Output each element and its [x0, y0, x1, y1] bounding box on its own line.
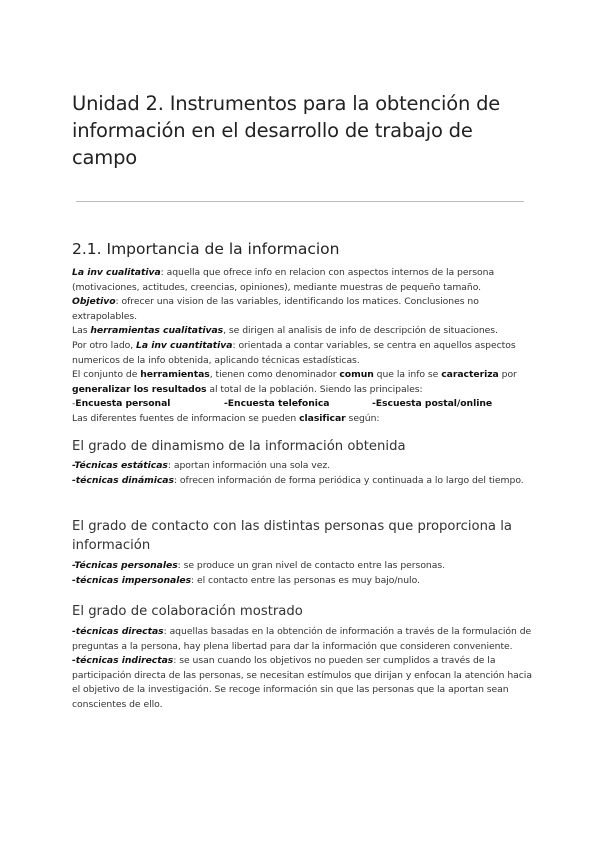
intro-text [72, 266, 532, 427]
paragraph-clasificar [72, 412, 532, 427]
dash: - [72, 398, 76, 410]
text: que la info se [373, 369, 442, 381]
paragraph-objetivo [72, 295, 532, 324]
list-item [72, 574, 532, 589]
list-item [72, 459, 532, 474]
text: Las diferentes fuentes de informacion se pueden [72, 412, 300, 424]
tool-label: -Encuesta telefonica [224, 398, 330, 410]
paragraph-herramientas-cualitativas [72, 324, 532, 339]
list-item [72, 559, 532, 574]
group-dinamismo [72, 459, 532, 488]
text: , se dirigen al analisis de info de descripción de situaciones. [223, 325, 498, 337]
term: -Técnicas estáticas [72, 460, 168, 471]
text: : orientada a contar variables, se centra en aquellos aspectos numericos de la info obtenida, aplicando técnicas estadísticas. [72, 339, 516, 366]
term: -técnicas impersonales [72, 574, 192, 586]
term: -técnicas directas [72, 626, 164, 637]
group-contacto [72, 559, 532, 588]
text: Las [72, 325, 91, 337]
text: : aquellas basadas en la obtención de información a través de la formulación de preguntas a la persona, hay plena libertad para dar la información que consideren conveniente. [72, 626, 532, 652]
text: : ofrecer una vision de las variables, identificando los matices. Conclusiones no extrapolables. [72, 296, 479, 322]
page-title: Unidad 2. Instrumentos para la obtención de información en el desarrollo de trabajo de campo [72, 92, 501, 169]
text: al total de la población. Siendo las principales: [206, 383, 423, 395]
list-item [72, 625, 532, 654]
term-comun: comun [339, 369, 374, 381]
paragraph-conjunto-herramientas [72, 368, 532, 397]
group-colaboracion [72, 625, 532, 713]
text: : se produce un gran nivel de contacto entre las personas. [177, 560, 446, 571]
tool-label: -Escuesta postal/online [372, 398, 493, 410]
term-inv-cuantitativa: La inv cuantitativa [136, 339, 233, 351]
term-clasificar: clasificar [299, 412, 346, 424]
tools-list [72, 397, 532, 412]
text: : el contacto entre las personas es muy bajo/nulo. [191, 574, 420, 586]
term-herramientas-cualitativas: herramientas cualitativas [90, 325, 224, 337]
paragraph-inv-cualitativa [72, 266, 532, 295]
tool-item [372, 397, 492, 412]
term: -técnicas indirectas [72, 655, 174, 667]
text: : se usan cuando los objetivos no pueden ser cumplidos a través de la participación directa de las personas, se necesitan estímulos que dirijan y enfocan la atención hacia el objetivo de la investigación. Se recoge información sin que las personas que la aportan sean conscientes de ello. [72, 655, 532, 710]
list-item [72, 654, 532, 712]
tool-item [224, 397, 372, 412]
subheading-contacto: El grado de contacto con las distintas personas que proporciona la información [72, 519, 512, 553]
term: -Técnicas personales [72, 560, 178, 571]
text: según: [345, 412, 380, 424]
horizontal-divider [76, 201, 524, 202]
text: : aquella que ofrece info en relacion con aspectos internos de la persona (motivaciones, actitudes, creencias, opiniones), mediante muestras de pequeño tamaño. [72, 267, 495, 293]
text: , tienen como denominador [209, 369, 340, 381]
tool-item [72, 397, 224, 412]
subheading-colaboracion: El grado de colaboración mostrado [72, 604, 303, 619]
paragraph-inv-cuantitativa [72, 339, 532, 368]
text: : ofrecen información de forma periódica y continuada a lo largo del tiempo. [173, 474, 524, 486]
text: por [498, 369, 517, 381]
tool-label: Encuesta personal [75, 398, 171, 410]
term-objetivo: Objetivo [72, 296, 116, 308]
text: El conjunto de [72, 369, 141, 381]
term-generalizar-resultados: generalizar los resultados [72, 383, 207, 395]
list-item [72, 474, 532, 489]
subheading-dinamismo: El grado de dinamismo de la información obtenida [72, 439, 406, 454]
term-inv-cualitativa: La inv cualitativa [72, 267, 161, 278]
text: : aportan información una sola vez. [167, 460, 331, 471]
term: -técnicas dinámicas [72, 474, 174, 486]
term-herramientas: herramientas [140, 369, 210, 381]
term-caracteriza: caracteriza [441, 369, 499, 381]
section-heading: 2.1. Importancia de la informacion [72, 240, 340, 258]
text: Por otro lado, [72, 339, 137, 351]
